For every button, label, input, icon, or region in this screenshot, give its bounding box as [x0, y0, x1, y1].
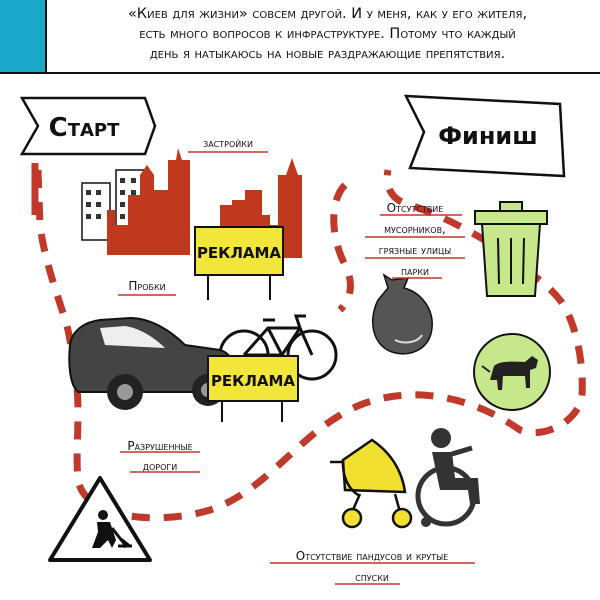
stray-dog-icon [474, 334, 550, 410]
buildings-label [186, 136, 270, 150]
roads-label [112, 436, 208, 476]
stroller-icon [330, 440, 411, 527]
header-line: есть много вопросов к инфраструктуре. Потому что каждый [139, 26, 516, 42]
ramps-label-line: спуски [355, 570, 389, 584]
billboard-icon [208, 356, 298, 422]
start-banner [22, 98, 155, 154]
trash-label [360, 198, 470, 282]
buildings-label-text: застройки [203, 136, 253, 150]
roads-label-line: дороги [142, 459, 178, 473]
trash-label-line: грязные улицы [378, 243, 452, 257]
traffic-label-text: Пробки [128, 279, 166, 293]
start-label: Старт [48, 113, 120, 143]
trash-label-line: Отсутствие [386, 201, 444, 215]
roads-label-line: Разрушенные [127, 439, 193, 453]
trash-label-line: парки [401, 264, 429, 278]
header-line: день я натыкаюсь на новые раздражающие препятствия. [149, 46, 506, 62]
billboard-icon [195, 227, 283, 300]
traffic-label [112, 279, 182, 293]
header-line: «Киев для жизни» совсем другой. И у меня, как у его жителя, [127, 6, 528, 22]
finish-label: Финиш [438, 122, 538, 150]
finish-banner [406, 96, 564, 176]
wheelchair-icon [418, 428, 480, 527]
route-path-middle [334, 185, 351, 310]
billboard-label: РЕКЛАМА [196, 244, 282, 262]
trash-label-line: мусорников, [384, 222, 446, 236]
ramps-label-line: Отсутствие пандусов и крутые [295, 549, 449, 563]
garbage-bag-icon [373, 275, 432, 354]
billboard-label: РЕКЛАМА [210, 372, 296, 390]
ramps-label [262, 546, 482, 588]
trash-bin-icon [475, 202, 547, 296]
